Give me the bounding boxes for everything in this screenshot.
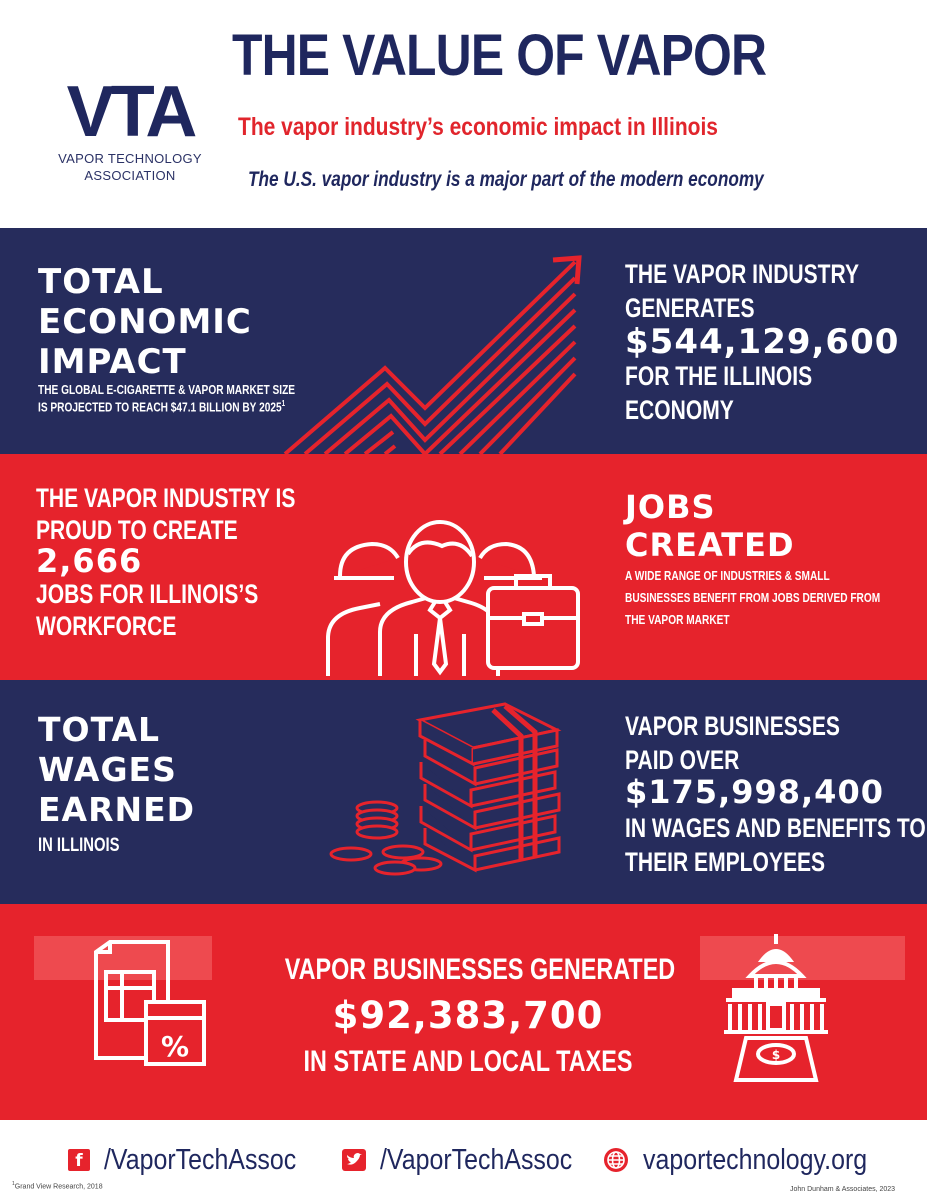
jobs-left-line-3: JOBS FOR ILLINOIS’S — [36, 579, 259, 609]
money-stack-icon — [325, 700, 575, 890]
wages-section — [0, 680, 927, 904]
jobs-section — [0, 454, 927, 680]
wages-heading-line-3: EARNED — [38, 790, 196, 829]
jobs-heading-line-2: CREATED — [625, 526, 795, 564]
economic-right-line-1: THE VAPOR INDUSTRY — [625, 259, 860, 289]
twitter-handle: /VaporTechAssoc — [380, 1143, 573, 1176]
capitol-building-icon — [716, 930, 836, 1086]
jobs-left-line-4: WORKFORCE — [36, 611, 177, 641]
economic-heading-line-2: ECONOMIC — [38, 302, 252, 342]
jobs-left-line-2: PROUD TO CREATE — [36, 515, 238, 545]
jobs-note-line-3: THE VAPOR MARKET — [625, 612, 730, 627]
economic-note-line-1: THE GLOBAL E-CIGARETTE & VAPOR MARKET SIZE — [38, 382, 296, 397]
vta-logo — [30, 78, 230, 183]
credit: John Dunham & Associates, 2023 — [790, 1186, 896, 1193]
facebook-handle: /VaporTechAssoc — [104, 1143, 297, 1176]
vta-logo-mark — [30, 78, 230, 140]
page-title: THE VALUE OF VAPOR — [232, 23, 767, 88]
wages-heading-line-2: WAGES — [38, 750, 177, 789]
page-tagline: The U.S. vapor industry is a major part of the modern economy — [248, 168, 764, 191]
twitter-link[interactable] — [342, 1140, 604, 1180]
footnote: $^1$Grand View Research, 2018 — [12, 1181, 103, 1191]
facebook-icon: f — [68, 1149, 90, 1171]
jobs-heading-line-1: JOBS — [625, 488, 716, 526]
economic-right-line-3: FOR THE ILLINOIS — [625, 361, 813, 391]
taxes-amount: $92,383,700 — [332, 994, 604, 1037]
logo-line-2: ASSOCIATION — [84, 168, 176, 183]
wages-right-line-3: IN WAGES AND BENEFITS TO — [625, 813, 926, 843]
wages-right-line-2: PAID OVER — [625, 745, 740, 775]
economic-heading-line-1: TOTAL — [38, 262, 164, 302]
workers-briefcase-icon — [320, 514, 590, 678]
economic-right-line-4: ECONOMY — [625, 395, 734, 425]
jobs-amount: 2,666 — [36, 542, 143, 580]
trend-arrow-icon — [275, 248, 595, 454]
economic-amount: $544,129,600 — [625, 322, 900, 362]
economic-right-line-2: GENERATES — [625, 293, 755, 323]
economic-note-line-2: IS PROJECTED TO REACH $47.1 BILLION BY 2025$^1$ — [38, 399, 286, 415]
wages-right-line-1: VAPOR BUSINESSES — [625, 711, 840, 741]
taxes-line-1: VAPOR BUSINESSES GENERATED — [284, 953, 676, 986]
globe-icon — [603, 1147, 629, 1173]
twitter-icon — [342, 1149, 366, 1171]
taxes-line-2: IN STATE AND LOCAL TAXES — [303, 1045, 633, 1078]
jobs-left-line-1: THE VAPOR INDUSTRY IS — [36, 483, 296, 513]
vta-logo-text: VTA — [66, 78, 194, 140]
website-url: vaportechnology.org — [643, 1143, 868, 1176]
logo-line-1: VAPOR TECHNOLOGY — [58, 151, 202, 166]
wages-heading-line-1: TOTAL — [38, 710, 161, 749]
economic-heading-line-3: IMPACT — [38, 342, 187, 382]
jobs-note-line-2: BUSINESSES BENEFIT FROM JOBS DERIVED FROM — [625, 590, 881, 605]
svg-text:$: $ — [771, 1048, 781, 1062]
page-subtitle: The vapor industry’s economic impact in Illinois — [238, 113, 718, 141]
website-link[interactable] — [603, 1140, 904, 1180]
facebook-link[interactable] — [68, 1140, 328, 1180]
tax-calculator-icon — [90, 938, 210, 1068]
wages-right-line-4: THEIR EMPLOYEES — [625, 847, 826, 877]
wages-sub: IN ILLINOIS — [38, 835, 120, 856]
wages-amount: $175,998,400 — [625, 773, 884, 811]
svg-text:%: % — [160, 1030, 190, 1063]
jobs-note-line-1: A WIDE RANGE OF INDUSTRIES & SMALL — [625, 568, 830, 583]
economic-impact-section — [0, 228, 927, 454]
taxes-section — [0, 904, 927, 1120]
